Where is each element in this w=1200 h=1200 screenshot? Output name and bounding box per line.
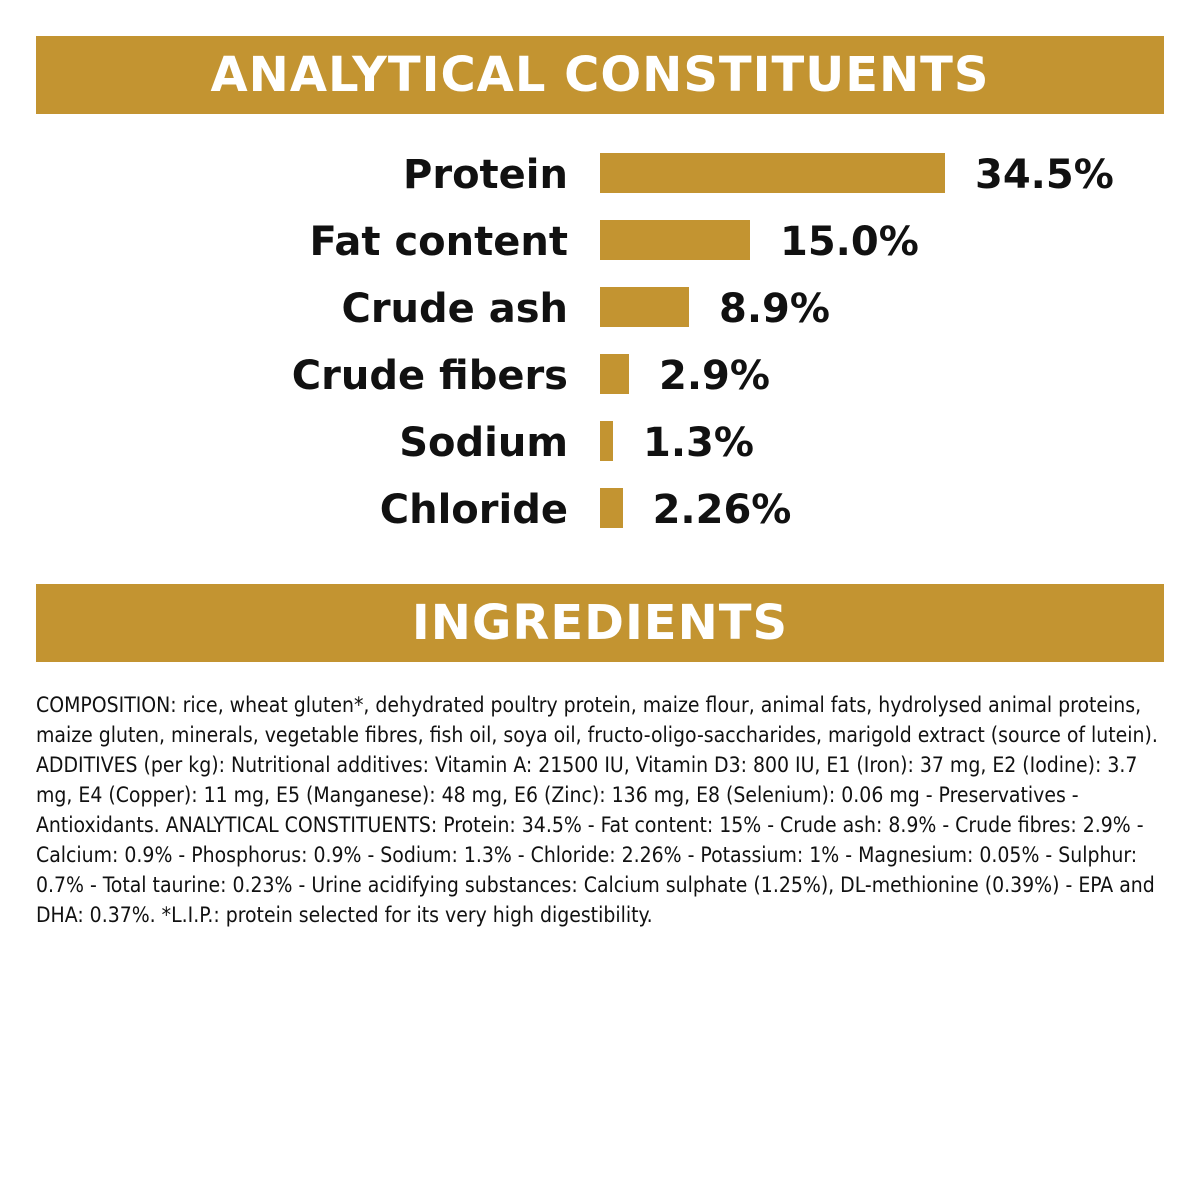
ingredients-title: INGREDIENTS: [411, 595, 789, 651]
value-label: 8.9%: [719, 286, 830, 332]
value-label: 15.0%: [780, 219, 919, 265]
constituent-bar: [600, 488, 623, 528]
constituent-bar: [600, 153, 945, 193]
constituent-bar: [600, 287, 689, 327]
value-label: 2.26%: [652, 487, 792, 533]
value-label: 2.9%: [659, 353, 770, 399]
category-label: Protein: [403, 152, 568, 198]
category-label: Crude fibers: [291, 353, 568, 399]
category-label: Sodium: [399, 420, 568, 466]
value-label: 34.5%: [975, 152, 1114, 198]
constituent-bar: [600, 354, 629, 394]
value-label: 1.3%: [643, 420, 754, 466]
constituent-bar: [600, 220, 750, 260]
category-label: Crude ash: [341, 286, 568, 332]
analytical-constituents-title: ANALYTICAL CONSTITUENTS: [210, 47, 990, 103]
category-label: Chloride: [379, 487, 568, 533]
category-label: Fat content: [309, 219, 568, 265]
constituent-bar: [600, 421, 613, 461]
ingredients-banner: [36, 584, 1164, 662]
ingredients-text: COMPOSITION: rice, wheat gluten*, dehydrated poultry protein, maize flour, animal fats, hydrolysed animal proteins, maize gluten, minerals, vegetable fibres, fish oil, soya oil, fructo-oligo-saccharides, marigold extract (source of lutein). ADDITIVES (per kg): Nutritional additives: Vitamin A: 21500 IU, Vitamin D3: 800 IU, E1 (Iron): 37 mg, E2 (Iodine): 3.7 mg, E4 (Copper): 11 mg, E5 (Manganese): 48 mg, E6 (Zinc): 136 mg, E8 (Selenium): 0.06 mg - Preservatives - Antioxidants. ANALYTICAL CONSTITUENTS: Protein: 34.5% - Fat content: 15% - Crude ash: 8.9% - Crude fibres: 2.9% - Calcium: 0.9% - Phosphorus: 0.9% - Sodium: 1.3% - Chloride: 2.26% - Potassium: 1% - Magnesium: 0.05% - Sulphur: 0.7% - Total taurine: 0.23% - Urine acidifying substances: Calcium sulphate (1.25%), DL-methionine (0.39%) - EPA and DHA: 0.37%. *L.I.P.: protein selected for its very high digestibility.: [36, 693, 1158, 927]
